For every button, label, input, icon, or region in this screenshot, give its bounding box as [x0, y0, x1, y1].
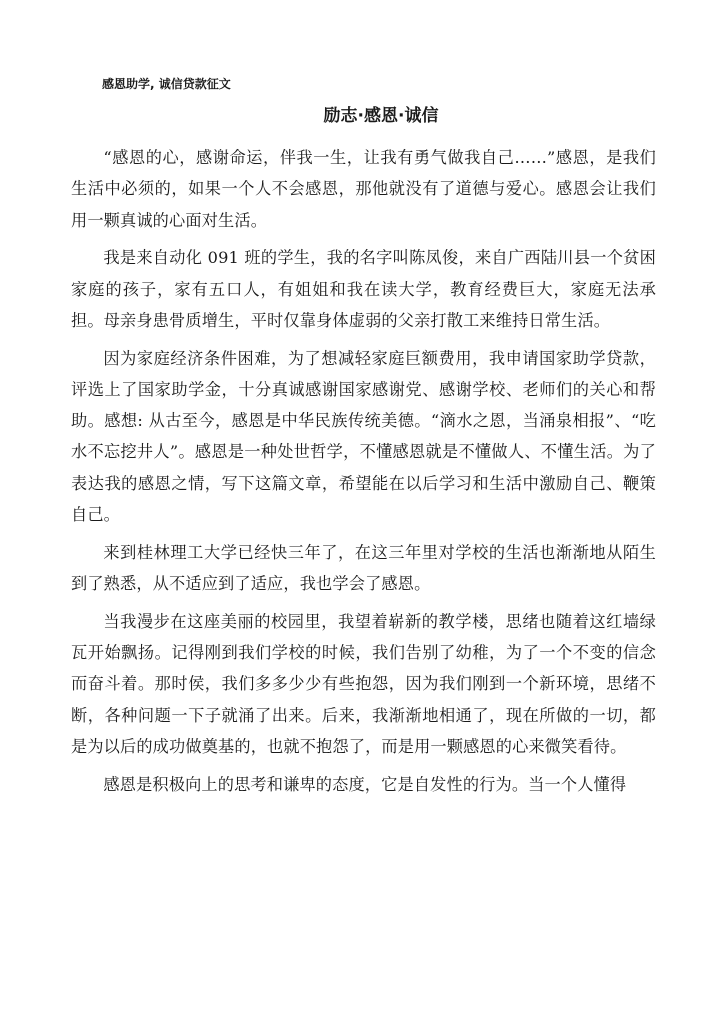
- paragraph-1: “感恩的心，感谢命运，伴我一生，让我有勇气做我自己……”感恩，是我们生活中必须的，如果一个人不会感恩，那他就没有了道德与爱心。感恩会让我们用一颗真诚的心面对生活。: [71, 148, 656, 230]
- paragraph-6: 感恩是积极向上的思考和谦卑的态度，它是自发性的行为。当一个人懂得: [103, 774, 627, 794]
- paragraph-5: 当我漫步在这座美丽的校园里，我望着崭新的教学楼，思绪也随着这红墙绿瓦开始飘扬。记得刚到我们学校的时候，我们告别了幼稚，为了一个不变的信念而奋斗着。那时侯，我们多多少少有些抱怨，因为我们刚到一个新环境，思绪不断，各种问题一下子就涌了出来。后来，我渐渐地相通了，现在所做的一切，都是为以后的成功做奠基的，也就不抱怨了，而是用一颗感恩的心来微笑看待。: [71, 611, 656, 756]
- paragraph-2: 我是来自动化 091 班的学生，我的名字叫陈凤俊，来自广西陆川县一个贫困家庭的孩子，家有五口人，有姐姐和我在读大学，教育经费巨大，家庭无法承担。母亲身患骨质增生，平时仅靠身体虚弱的父亲打散工来维持日常生活。: [71, 248, 656, 330]
- document-body: [71, 142, 656, 800]
- paragraph-3: 因为家庭经济条件困难，为了想减轻家庭巨额费用，我申请国家助学贷款，评选上了国家助学金，十分真诚感谢国家感谢党、感谢学校、老师们的关心和帮助。感想: 从古至今，感恩是中华民族传统美德。“滴水之恩，当涌泉相报”、“吃水不忘挖井人”。感恩是一种处世哲学，不懂感恩就是不懂做人、不懂生活。为了表达我的感恩之情，写下这篇文章，希望能在以后学习和生活中激励自己、鞭策自己。: [71, 348, 656, 525]
- paragraph-4: 来到桂林理工大学已经快三年了，在这三年里对学校的生活也渐渐地从陌生到了熟悉，从不适应到了适应，我也学会了感恩。: [71, 542, 656, 594]
- document-title: 励志·感恩·诚信: [323, 106, 439, 126]
- document-header: 感恩助学, 诚信贷款征文: [102, 77, 231, 91]
